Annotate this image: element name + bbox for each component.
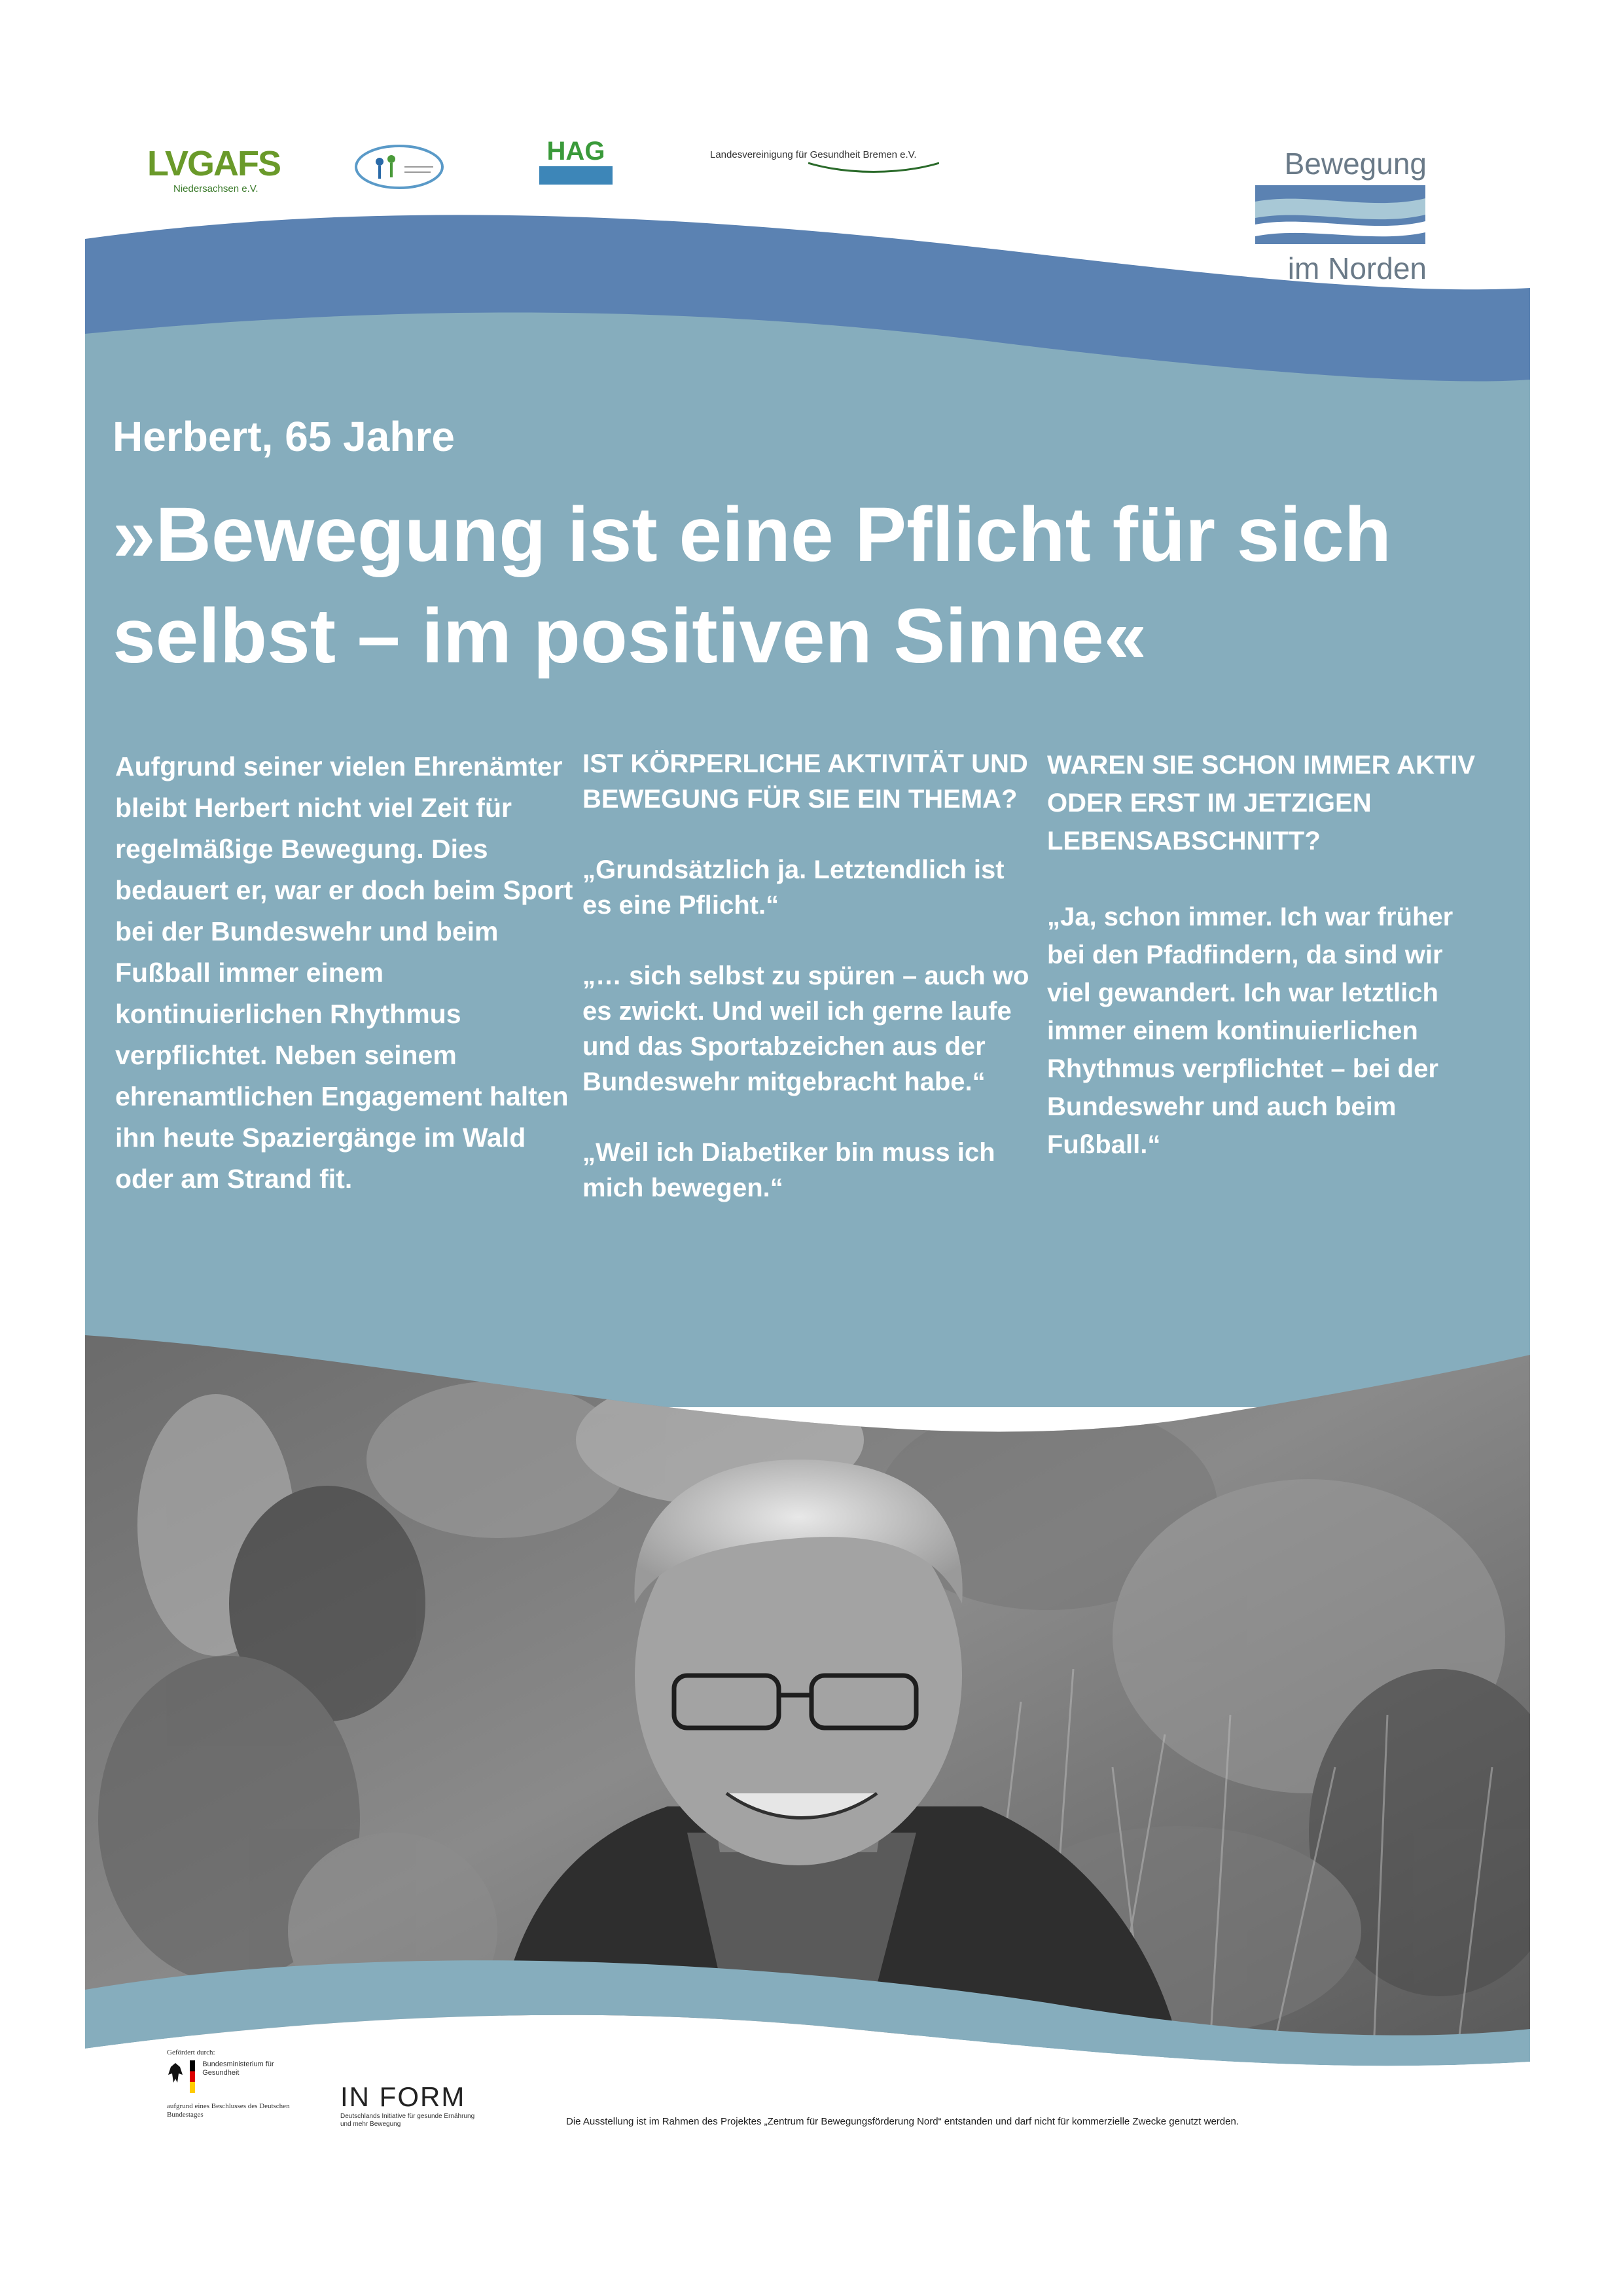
lvgafs-logo-mark: LVGAFS xyxy=(147,144,280,183)
ministry-name: Bundesministerium für Gesundheit xyxy=(202,2060,274,2077)
question-1-heading: IST KÖRPERLICHE AKTIVITÄT UND BEWEGUNG FÜR SIE EIN THEMA? xyxy=(582,749,1028,814)
question-2-column xyxy=(1047,746,1492,1164)
lvgafs-logo xyxy=(147,144,280,196)
hag-logo xyxy=(537,137,615,200)
brand-wave-icon xyxy=(1255,185,1425,244)
funded-by-label: Gefördert durch: xyxy=(167,2049,215,2056)
hag-logo-bar xyxy=(539,166,613,185)
answer-1-quote-1: „Grundsätzlich ja. Letztendlich ist es eine Pflicht.“ xyxy=(582,855,1005,920)
headline-line-1: »Bewegung ist eine Pflicht für sich xyxy=(113,492,1391,578)
brand-top-text: Bewegung xyxy=(1284,147,1427,181)
in-form-mark: IN FORM xyxy=(340,2081,466,2112)
footer-disclaimer: Die Ausstellung ist im Rahmen des Projektes „Zentrum für Bewegungsförderung Nord“ entstanden und darf nicht für kommerzielle Zwecke genutzt werden. xyxy=(566,2116,1239,2127)
brand-bottom-text: im Norden xyxy=(1287,251,1427,285)
in-form-description: Deutschlands Initiative für gesunde Ernährung und mehr Bewegung xyxy=(340,2113,475,2128)
bewegung-im-norden-logo xyxy=(1237,147,1427,285)
poster-subtitle: Herbert, 65 Jahre xyxy=(113,413,455,460)
bundestag-note: aufgrund eines Beschlusses des Deutschen Bundestages xyxy=(167,2102,290,2119)
answer-2-quote-1: „Ja, schon immer. Ich war früher bei den Pfadfindern, da sind wir viel gewandert. Ich war letztlich immer einem kontinuierlichen Rhythmus verpflichtet – bei der Bundeswehr und auch beim Fußball.“ xyxy=(1047,903,1454,1159)
headline-line-2: selbst – im positiven Sinne« xyxy=(113,593,1147,679)
landesvereinigung-logo xyxy=(353,141,445,193)
bremen-logo xyxy=(710,149,946,188)
poster-headline xyxy=(113,484,1487,687)
bremen-logo-text: Landesvereinigung für Gesundheit Bremen e.V. xyxy=(710,149,917,160)
hag-logo-mark: HAG xyxy=(546,137,605,166)
funding-logo xyxy=(167,2049,298,2119)
answer-1-quote-3: „Weil ich Diabetiker bin muss ich mich bewegen.“ xyxy=(582,1138,995,1202)
federal-eagle-icon xyxy=(167,2060,184,2087)
intro-text: Aufgrund seiner vielen Ehrenämter bleibt Herbert nicht viel Zeit für regelmäßige Bewegung. Dies bedauert er, war er doch beim Sport bei der Bundeswehr und beim Fußball immer einem kontinuierlichen Rhythmus verpflichtet. Neben seinem ehrenamtlichen Engagement halten ihn heute Spaziergänge im Wald oder am Strand fit. xyxy=(115,751,573,1194)
german-flag-icon xyxy=(190,2060,195,2093)
intro-column xyxy=(115,746,573,1200)
question-1-column xyxy=(582,746,1034,1206)
portrait-photo xyxy=(85,1309,1571,2042)
lvgafs-logo-sub: Niedersachsen e.V. xyxy=(173,183,259,194)
in-form-logo xyxy=(340,2081,484,2128)
question-2-heading: WAREN SIE SCHON IMMER AKTIV ODER ERST IM JETZIGEN LEBENSABSCHNITT? xyxy=(1047,751,1476,855)
answer-1-quote-2: „… sich selbst zu spüren – auch wo es zwickt. Und weil ich gerne laufe und das Sportabzeichen aus der Bundeswehr mitgebracht habe.“ xyxy=(582,961,1029,1096)
